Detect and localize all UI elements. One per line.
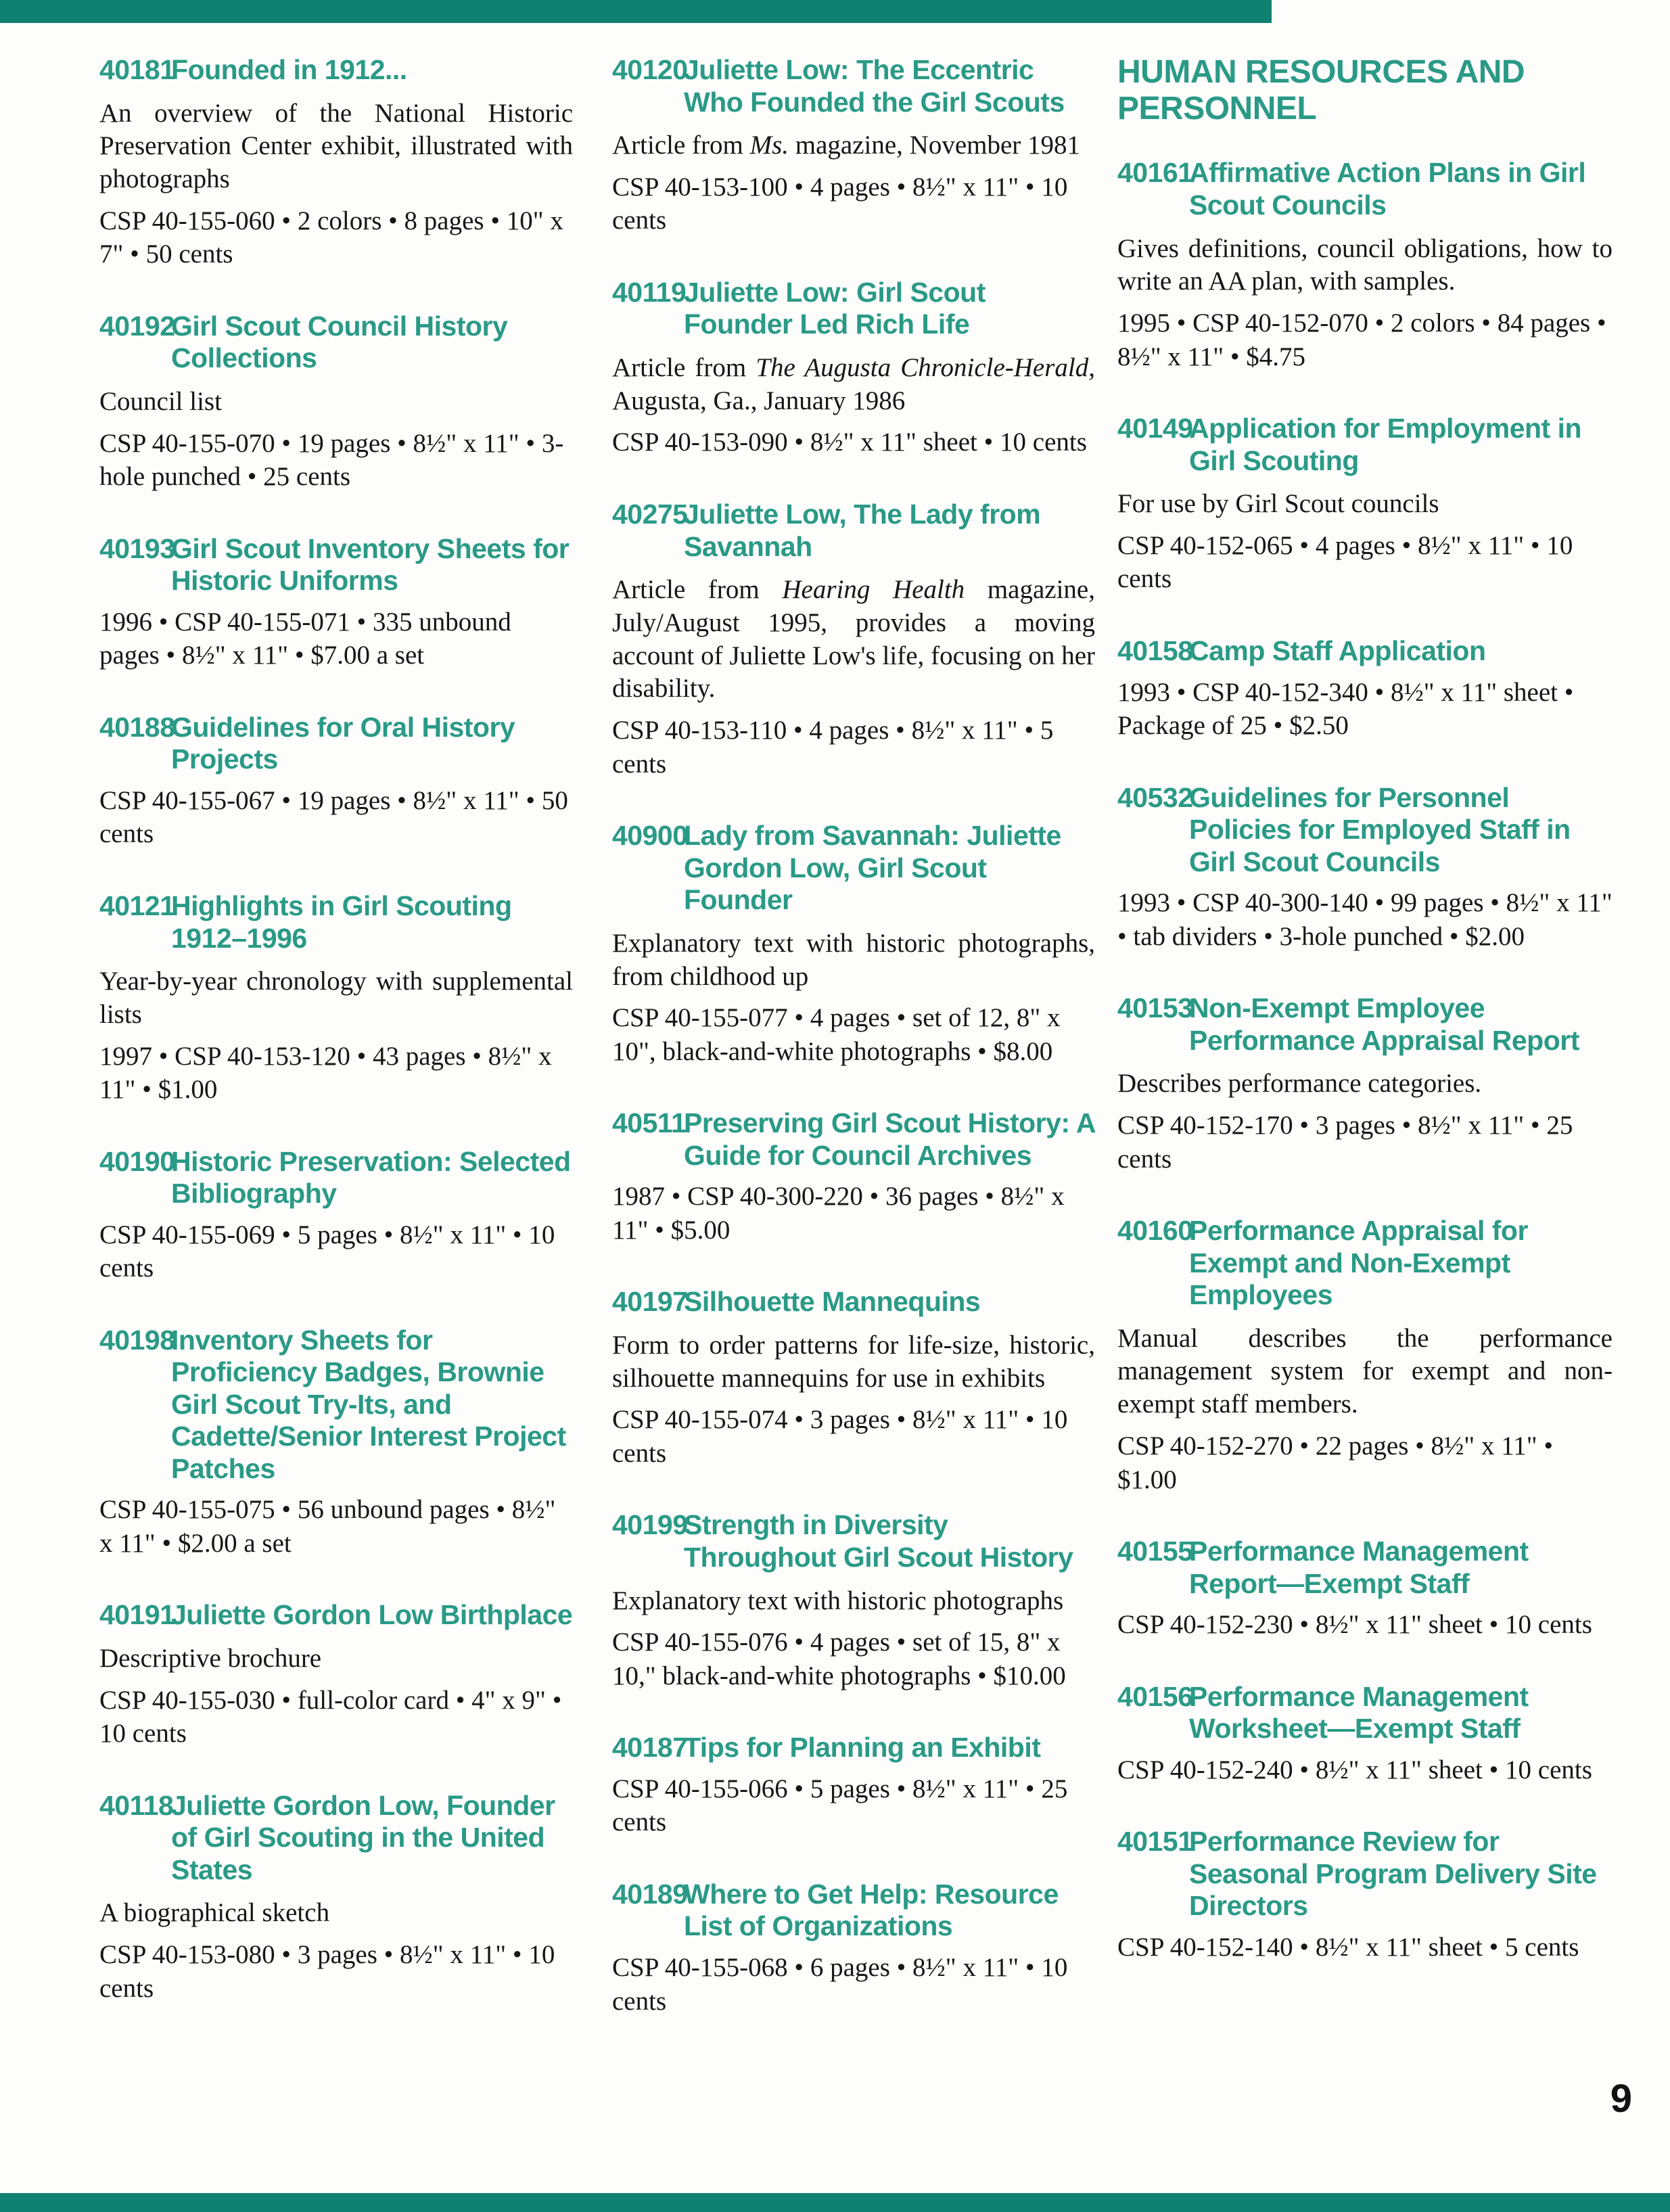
catalog-entry: [99, 533, 573, 672]
catalog-entry: [99, 1599, 573, 1750]
catalog-number: 40153: [1117, 992, 1193, 1024]
catalog-number: 40197: [612, 1286, 688, 1318]
entry-spec: 1993 • CSP 40-300-140 • 99 pages • 8½" x 11" • tab dividers • 3-hole punched • $2.00: [1117, 888, 1613, 951]
entry-spec: 1996 • CSP 40-155-071 • 335 unbound pages • 8½" x 11" • $7.00 a set: [99, 607, 511, 670]
top-accent-bar: [0, 0, 1272, 23]
catalog-title: Inventory Sheets for Proficiency Badges, Brownie Girl Scout Try-Its, and Cadette/Senior Interest Project Patches: [171, 1324, 566, 1484]
entry-spec: CSP 40-155-069 • 5 pages • 8½" x 11" • 10 cents: [99, 1220, 555, 1283]
entry-description: [612, 927, 1095, 994]
description-text: Article from: [612, 575, 783, 605]
entry-heading: [99, 310, 573, 375]
entry-heading: [99, 1599, 573, 1632]
entry-heading: [99, 1146, 573, 1210]
catalog-entry: [99, 54, 573, 271]
catalog-title: Performance Review for Seasonal Program Delivery Site Directors: [1189, 1826, 1597, 1922]
catalog-number: 40119: [612, 276, 687, 308]
catalog-number: 40275: [612, 498, 688, 530]
catalog-number: 40187: [612, 1732, 688, 1764]
column-3: [1117, 54, 1613, 2003]
entry-heading: [1117, 635, 1613, 668]
column-2: [612, 54, 1095, 2057]
catalog-entry: [612, 1107, 1095, 1247]
entry-heading: [1117, 992, 1613, 1057]
entry-heading: [1117, 413, 1613, 477]
catalog-title: Historic Preservation: Selected Bibliography: [171, 1145, 571, 1209]
catalog-number: 40192: [99, 310, 175, 342]
entry-heading: [612, 1509, 1095, 1573]
description-text: For use by Girl Scout councils: [1117, 489, 1439, 519]
entry-heading: [612, 1879, 1095, 1943]
entry-description: [1117, 1067, 1613, 1101]
catalog-number: 40199: [612, 1509, 688, 1541]
description-text: Manual describes the performance management system for exempt and non-exempt staff members.: [1117, 1323, 1613, 1419]
entry-spec: CSP 40-155-067 • 19 pages • 8½" x 11" • 50 cents: [99, 785, 568, 849]
section-header: HUMAN RESOURCES AND PERSONNEL: [1117, 54, 1525, 127]
catalog-number: 40532: [1117, 781, 1193, 813]
entry-description: [612, 129, 1095, 162]
catalog-title: Juliette Low: The Eccentric Who Founded the Girl Scouts: [684, 54, 1065, 118]
entry-heading: [612, 1732, 1095, 1764]
catalog-number: 40156: [1117, 1680, 1193, 1712]
description-text: Descriptive brochure: [99, 1644, 322, 1674]
catalog-entry: [612, 54, 1095, 237]
catalog-title: Highlights in Girl Scouting 1912–1996: [171, 890, 512, 954]
entry-spec: CSP 40-152-240 • 8½" x 11" sheet • 10 cents: [1117, 1755, 1592, 1784]
entry-spec: CSP 40-152-170 • 3 pages • 8½" x 11" • 25 cents: [1117, 1111, 1573, 1174]
bottom-accent-bar: [0, 2193, 1670, 2212]
entry-heading: [1117, 1215, 1613, 1312]
catalog-title: Performance Management Report—Exempt Staff: [1189, 1536, 1529, 1599]
entry-description: [99, 1897, 573, 1930]
description-text: An overview of the National Historic Preservation Center exhibit, illustrated with photographs: [99, 98, 573, 194]
entry-spec: 1997 • CSP 40-153-120 • 43 pages • 8½" x 11" • $1.00: [99, 1041, 552, 1105]
catalog-number: 40120: [612, 54, 688, 85]
catalog-title: Silhouette Mannequins: [684, 1286, 981, 1318]
catalog-number: 40118: [99, 1789, 174, 1821]
catalog-entry: [1117, 157, 1613, 373]
description-text: Article from: [612, 131, 750, 160]
entry-spec: CSP 40-152-140 • 8½" x 11" sheet • 5 cents: [1117, 1932, 1579, 1962]
entry-heading: [612, 820, 1095, 917]
catalog-entry: [612, 1879, 1095, 2018]
catalog-entry: [612, 499, 1095, 781]
catalog-title: Girl Scout Inventory Sheets for Historic Uniforms: [171, 532, 570, 597]
entry-spec: CSP 40-153-100 • 4 pages • 8½" x 11" • 10 cents: [612, 172, 1068, 235]
catalog-number: 40155: [1117, 1536, 1193, 1567]
description-text: Describes performance categories.: [1117, 1069, 1482, 1099]
entry-spec: CSP 40-155-074 • 3 pages • 8½" x 11" • 10 cents: [612, 1405, 1068, 1468]
catalog-number: 40161: [1117, 157, 1193, 189]
catalog-title: Lady from Savannah: Juliette Gordon Low, Girl Scout Founder: [684, 820, 1061, 916]
catalog-title: Juliette Low: Girl Scout Founder Led Rich Life: [684, 276, 985, 340]
catalog-title: Non-Exempt Employee Performance Appraisal Report: [1189, 992, 1579, 1056]
catalog-title: Juliette Gordon Low, Founder of Girl Scouting in the United States: [171, 1789, 555, 1885]
catalog-entry: [612, 820, 1095, 1068]
entry-heading: [99, 1324, 573, 1485]
entry-heading: [612, 1107, 1095, 1172]
catalog-entry: [99, 310, 573, 494]
entry-spec: 1987 • CSP 40-300-220 • 36 pages • 8½" x 11" • $5.00: [612, 1182, 1065, 1245]
entry-heading: [99, 712, 573, 776]
entry-description: [612, 574, 1095, 706]
catalog-entry: [1117, 782, 1613, 954]
catalog-entry: [1117, 413, 1613, 596]
entry-spec: CSP 40-152-230 • 8½" x 11" sheet • 10 cents: [1117, 1610, 1592, 1640]
entry-heading: [1117, 1681, 1613, 1745]
entry-description: [1117, 233, 1613, 299]
catalog-number: 40198: [99, 1324, 175, 1356]
description-text: Article from: [612, 352, 756, 382]
catalog-entry: [1117, 1536, 1613, 1642]
entry-spec: CSP 40-152-270 • 22 pages • 8½" x 11" • $1.00: [1117, 1431, 1554, 1494]
catalog-title: Guidelines for Personnel Policies for Employed Staff in Girl Scout Councils: [1189, 781, 1571, 877]
entry-spec: CSP 40-153-080 • 3 pages • 8½" x 11" • 10 cents: [99, 1940, 555, 2003]
catalog-title: Strength in Diversity Throughout Girl Scout History: [684, 1509, 1073, 1573]
description-text: Gives definitions, council obligations, how to write an AA plan, with samples.: [1117, 233, 1613, 296]
catalog-entry: [99, 1790, 573, 2005]
catalog-number: 40191: [99, 1599, 175, 1631]
catalog-entry: [1117, 635, 1613, 743]
catalog-title: Where to Get Help: Resource List of Organizations: [684, 1878, 1059, 1942]
entry-heading: [99, 1790, 573, 1887]
entry-spec: CSP 40-152-065 • 4 pages • 8½" x 11" • 10 cents: [1117, 530, 1573, 594]
catalog-entry: [1117, 992, 1613, 1176]
catalog-title: Affirmative Action Plans in Girl Scout Councils: [1189, 157, 1586, 221]
catalog-title: Tips for Planning an Exhibit: [684, 1732, 1041, 1764]
entry-spec: CSP 40-155-077 • 4 pages • set of 12, 8" x 10", black-and-white photographs • $8.00: [612, 1003, 1061, 1066]
catalog-title: Preserving Girl Scout History: A Guide for Council Archives: [684, 1107, 1095, 1171]
entry-spec: CSP 40-155-070 • 19 pages • 8½" x 11" • 3-hole punched • 25 cents: [99, 428, 564, 492]
entry-spec: CSP 40-153-090 • 8½" x 11" sheet • 10 cents: [612, 428, 1087, 457]
catalog-entry: [99, 712, 573, 851]
catalog-entry: [612, 1732, 1095, 1839]
entry-heading: [612, 54, 1095, 118]
description-text: magazine, November 1981: [789, 131, 1081, 160]
entry-description: [1117, 1322, 1613, 1421]
catalog-title: Juliette Gordon Low Birthplace: [171, 1599, 573, 1631]
catalog-entry: [99, 1146, 573, 1285]
description-text: magazine, July/August 1995, provides a moving account of Juliette Low's life, focusing on her disability.: [612, 575, 1095, 704]
catalog-entry: [1117, 1215, 1613, 1496]
description-text: Explanatory text with historic photographs: [612, 1586, 1064, 1615]
description-text: Hearing Health: [782, 575, 965, 605]
entry-description: [99, 965, 573, 1032]
entry-heading: [612, 277, 1095, 341]
entry-description: [99, 1642, 573, 1676]
description-text: A biographical sketch: [99, 1898, 330, 1928]
catalog-number: 40158: [1117, 635, 1193, 666]
catalog-entry: [1117, 1681, 1613, 1787]
catalog-entry: [612, 277, 1095, 459]
catalog-title: Performance Management Worksheet—Exempt Staff: [1189, 1680, 1529, 1745]
entry-spec: CSP 40-155-075 • 56 unbound pages • 8½" x 11" • $2.00 a set: [99, 1495, 556, 1558]
catalog-number: 40189: [612, 1878, 688, 1910]
description-text: Ms.: [749, 131, 789, 160]
entry-spec: 1995 • CSP 40-152-070 • 2 colors • 84 pages • 8½" x 11" • $4.75: [1117, 308, 1606, 371]
entry-description: [612, 1585, 1095, 1618]
catalog-title: Guidelines for Oral History Projects: [171, 711, 515, 775]
catalog-title: Juliette Low, The Lady from Savannah: [684, 498, 1041, 562]
catalog-title: Application for Employment in Girl Scouting: [1189, 413, 1582, 476]
catalog-number: 40511: [612, 1107, 687, 1139]
catalog-number: 40188: [99, 711, 175, 743]
catalog-number: 40190: [99, 1145, 175, 1177]
catalog-number: 40151: [1117, 1826, 1193, 1858]
catalog-entry: [612, 1509, 1095, 1692]
catalog-number: 40160: [1117, 1215, 1193, 1247]
catalog-title: Performance Appraisal for Exempt and Non-Exempt Employees: [1189, 1215, 1528, 1311]
catalog-title: Founded in 1912...: [171, 54, 407, 85]
catalog-title: Girl Scout Council History Collections: [171, 310, 508, 374]
entry-heading: [99, 890, 573, 954]
catalog-entry: [99, 1324, 573, 1561]
entry-heading: [612, 1286, 1095, 1318]
entry-heading: [1117, 1826, 1613, 1922]
entry-spec: CSP 40-155-076 • 4 pages • set of 15, 8" x 10," black-and-white photographs • $10.00: [612, 1628, 1066, 1690]
entry-heading: [1117, 157, 1613, 221]
catalog-title: Camp Staff Application: [1189, 635, 1486, 666]
catalog-number: 40181: [99, 54, 175, 85]
catalog-entry: [1117, 1826, 1613, 1964]
entry-spec: CSP 40-155-030 • full-color card • 4" x 9" • 10 cents: [99, 1685, 562, 1749]
column-1: [99, 54, 573, 2044]
entry-heading: [1117, 782, 1613, 879]
description-text: Augusta, Ga., January 1986: [612, 386, 906, 415]
entry-spec: CSP 40-153-110 • 4 pages • 8½" x 11" • 5 cents: [612, 716, 1054, 779]
catalog-number: 40193: [99, 532, 175, 564]
entry-heading: [99, 54, 573, 87]
entry-description: [612, 1329, 1095, 1396]
entry-spec: 1993 • CSP 40-152-340 • 8½" x 11" sheet • Package of 25 • $2.50: [1117, 677, 1574, 741]
entry-heading: [1117, 1536, 1613, 1600]
entry-spec: CSP 40-155-060 • 2 colors • 8 pages • 10" x 7" • 50 cents: [99, 206, 563, 269]
catalog-entry: [99, 890, 573, 1107]
description-text: Year-by-year chronology with supplemental lists: [99, 967, 573, 1029]
entry-spec: CSP 40-155-066 • 5 pages • 8½" x 11" • 25 cents: [612, 1774, 1068, 1837]
description-text: Council list: [99, 386, 222, 416]
entry-description: [99, 97, 573, 196]
catalog-number: 40149: [1117, 413, 1193, 444]
entry-heading: [612, 499, 1095, 563]
catalog-number: 40900: [612, 820, 688, 852]
catalog-entry: [612, 1286, 1095, 1470]
description-text: Explanatory text with historic photographs, from childhood up: [612, 928, 1095, 991]
page-number: 9: [1610, 2077, 1632, 2121]
entry-heading: [99, 533, 573, 597]
entry-description: [612, 352, 1095, 418]
entry-description: [1117, 488, 1613, 521]
description-text: The Augusta Chronicle-Herald,: [756, 352, 1096, 382]
description-text: Form to order patterns for life-size, historic, silhouette mannequins for use in exhibits: [612, 1330, 1095, 1393]
entry-spec: CSP 40-155-068 • 6 pages • 8½" x 11" • 10 cents: [612, 1953, 1068, 2016]
catalog-number: 40121: [99, 890, 175, 921]
entry-description: [99, 386, 573, 419]
